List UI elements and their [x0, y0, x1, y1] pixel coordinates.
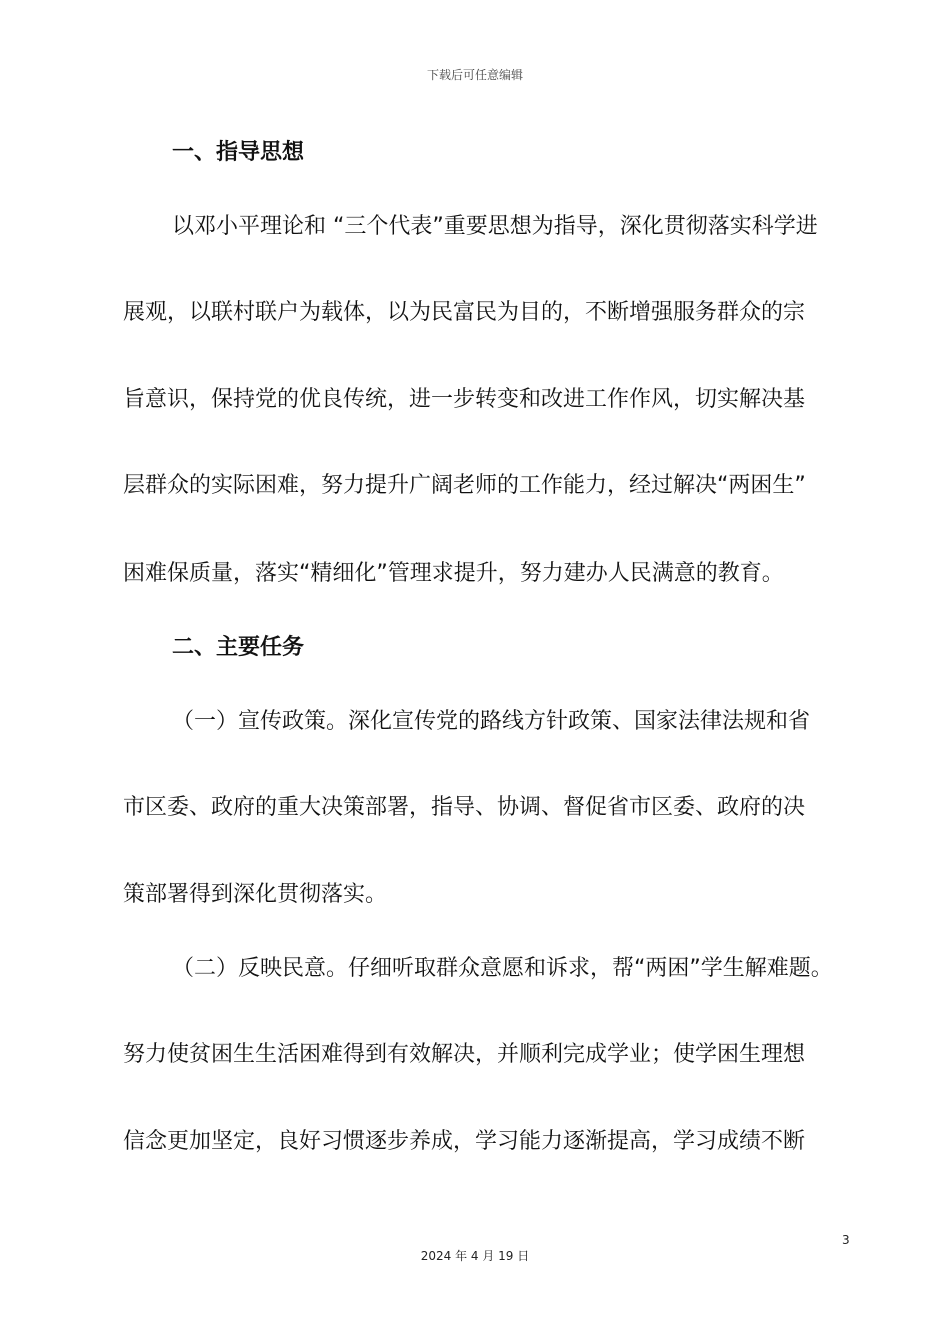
section-heading: 二、主要任务: [172, 635, 305, 660]
page-number: 3: [842, 1233, 850, 1247]
paragraph-line: 策部署得到深化贯彻落实。: [123, 882, 388, 907]
paragraph-line: 努力使贫困生生活困难得到有效解决，并顺利完成学业；使学困生理想: [123, 1042, 806, 1067]
paragraph-line: 困难保质量，落实“精细化”管理求提升，努力建办人民满意的教育。: [123, 561, 784, 586]
paragraph-line: 旨意识，保持党的优良传统，进一步转变和改进工作作风，切实解决基: [123, 387, 806, 412]
page-header: 下载后可任意编辑: [426, 68, 523, 82]
paragraph-line: 展观，以联村联户为载体，以为民富民为目的，不断增强服务群众的宗: [123, 300, 806, 325]
paragraph-line: 以邓小平理论和 “三个代表”重要思想为指导，深化贯彻落实科学进: [172, 214, 818, 239]
section-heading: 一、指导思想: [172, 140, 305, 165]
page-footer-date: 2024 年 4 月 19 日: [420, 1249, 530, 1263]
paragraph-line: 信念更加坚定，良好习惯逐步养成，学习能力逐渐提高，学习成绩不断: [123, 1129, 806, 1154]
paragraph-line: 层群众的实际困难，努力提升广阔老师的工作能力，经过解决“两困生”: [123, 473, 806, 498]
paragraph-line: （二）反映民意。仔细听取群众意愿和诉求，帮“两困”学生解难题。: [172, 956, 833, 981]
paragraph-line: 市区委、政府的重大决策部署，指导、协调、督促省市区委、政府的决: [123, 795, 806, 820]
paragraph-line: （一）宣传政策。深化宣传党的路线方针政策、国家法律法规和省: [172, 709, 811, 734]
